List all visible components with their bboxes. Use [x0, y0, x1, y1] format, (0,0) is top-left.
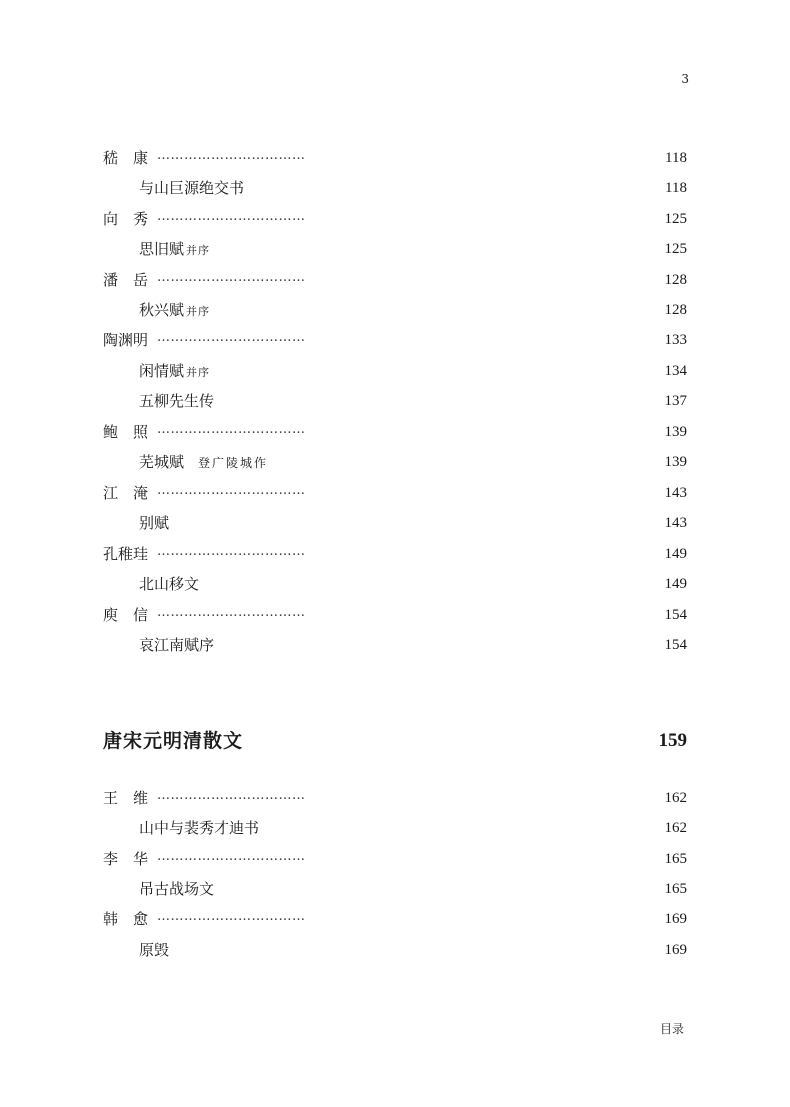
work-title	[139, 816, 259, 840]
work-title-text: 思旧赋	[139, 240, 185, 258]
page-ref: 169	[664, 911, 687, 927]
page-ref: 128	[664, 272, 687, 288]
page-ref: 143	[664, 515, 687, 531]
work-title-text: 五柳先生传	[139, 392, 215, 410]
toc-title-row[interactable]	[103, 450, 687, 474]
toc-title-row[interactable]	[103, 938, 687, 962]
leader-dots: ……………………………	[157, 605, 306, 620]
page-ref: 162	[664, 790, 687, 806]
toc-author-row[interactable]	[103, 328, 687, 352]
page-number: 3	[681, 72, 689, 86]
leader-dots: ……………………………	[157, 422, 306, 437]
toc-author-row[interactable]	[103, 847, 687, 871]
page-ref: 134	[664, 363, 687, 379]
work-title-text: 闲情赋	[139, 362, 185, 380]
work-title-text: 秋兴赋	[139, 301, 185, 319]
author-name: 孔稚珪	[103, 545, 149, 563]
author-name: 庾 信	[103, 606, 149, 624]
leader-dots: ……………………………	[157, 788, 306, 803]
toc-author-row[interactable]	[103, 207, 687, 231]
work-title	[139, 633, 214, 657]
work-title-text: 原毁	[139, 941, 170, 959]
page-ref: 149	[664, 576, 687, 592]
toc-title-row[interactable]	[103, 176, 687, 200]
author-name: 陶渊明	[103, 331, 149, 349]
page-ref: 149	[664, 546, 687, 562]
page-ref: 162	[664, 820, 687, 836]
work-title	[139, 450, 268, 475]
toc-title-row[interactable]	[103, 298, 687, 322]
work-title-note: 并序	[186, 366, 211, 379]
page-ref: 125	[664, 211, 687, 227]
author-name: 鲍 照	[103, 423, 149, 441]
section-heading[interactable]	[103, 727, 687, 755]
leader-dots: ……………………………	[157, 330, 306, 345]
page-ref: 154	[664, 637, 687, 653]
page-ref: 133	[664, 332, 687, 348]
page-ref: 169	[664, 942, 687, 958]
work-title-note: 并序	[186, 244, 211, 257]
work-title-note: 并序	[186, 305, 211, 318]
toc-author-row[interactable]	[103, 481, 687, 505]
toc-title-row[interactable]	[103, 389, 687, 413]
author-name: 向 秀	[103, 210, 149, 228]
work-title-text: 与山巨源绝交书	[139, 179, 245, 197]
work-title	[139, 359, 210, 385]
work-title	[139, 938, 169, 962]
work-title	[139, 298, 210, 324]
work-title	[139, 389, 214, 413]
footer-label: 目录	[660, 1022, 685, 1036]
toc-title-row[interactable]	[103, 633, 687, 657]
toc-author-row[interactable]	[103, 542, 687, 566]
page-ref: 165	[664, 851, 687, 867]
page-ref: 137	[664, 393, 687, 409]
toc-author-row[interactable]	[103, 786, 687, 810]
leader-dots: ……………………………	[157, 209, 306, 224]
page-ref: 154	[664, 607, 687, 623]
page-ref: 139	[664, 454, 687, 470]
page-ref: 143	[664, 485, 687, 501]
section-page-ref: 159	[658, 730, 687, 751]
author-name: 江 淹	[103, 484, 149, 502]
toc-title-row[interactable]	[103, 237, 687, 261]
toc-title-row[interactable]	[103, 877, 687, 901]
toc-author-row[interactable]	[103, 146, 687, 170]
toc-author-row[interactable]	[103, 420, 687, 444]
toc-author-row[interactable]	[103, 907, 687, 931]
author-name: 嵇 康	[103, 149, 149, 167]
leader-dots: ……………………………	[157, 483, 306, 498]
work-title-text: 吊古战场文	[139, 880, 215, 898]
toc-title-row[interactable]	[103, 816, 687, 840]
work-title	[139, 237, 210, 263]
work-title-text: 哀江南赋序	[139, 636, 215, 654]
page-ref: 128	[664, 302, 687, 318]
page-ref: 118	[665, 180, 687, 196]
page-ref: 125	[664, 241, 687, 257]
work-title-text: 芜城赋	[139, 453, 185, 471]
section-title: 唐宋元明清散文	[103, 730, 244, 752]
author-name: 王 维	[103, 789, 149, 807]
leader-dots: ……………………………	[157, 849, 306, 864]
toc-title-row[interactable]	[103, 359, 687, 383]
author-name: 李 华	[103, 850, 149, 868]
page-ref: 118	[665, 150, 687, 166]
work-title-text: 别赋	[139, 514, 170, 532]
work-title-text: 山中与裴秀才迪书	[139, 819, 260, 837]
toc-author-row[interactable]	[103, 603, 687, 627]
work-title	[139, 511, 169, 535]
work-title	[139, 877, 214, 901]
author-name: 韩 愈	[103, 910, 149, 928]
toc-title-row[interactable]	[103, 511, 687, 535]
leader-dots: ……………………………	[157, 544, 306, 559]
work-title-text: 北山移文	[139, 575, 200, 593]
toc-title-row[interactable]	[103, 572, 687, 596]
leader-dots: ……………………………	[157, 909, 306, 924]
work-title	[139, 176, 244, 200]
page-ref: 139	[664, 424, 687, 440]
toc-author-row[interactable]	[103, 268, 687, 292]
page-ref: 165	[664, 881, 687, 897]
leader-dots: ……………………………	[157, 270, 306, 285]
work-title	[139, 572, 199, 596]
work-subtitle: 登广陵城作	[198, 456, 269, 470]
leader-dots: ……………………………	[157, 148, 306, 163]
author-name: 潘 岳	[103, 271, 149, 289]
